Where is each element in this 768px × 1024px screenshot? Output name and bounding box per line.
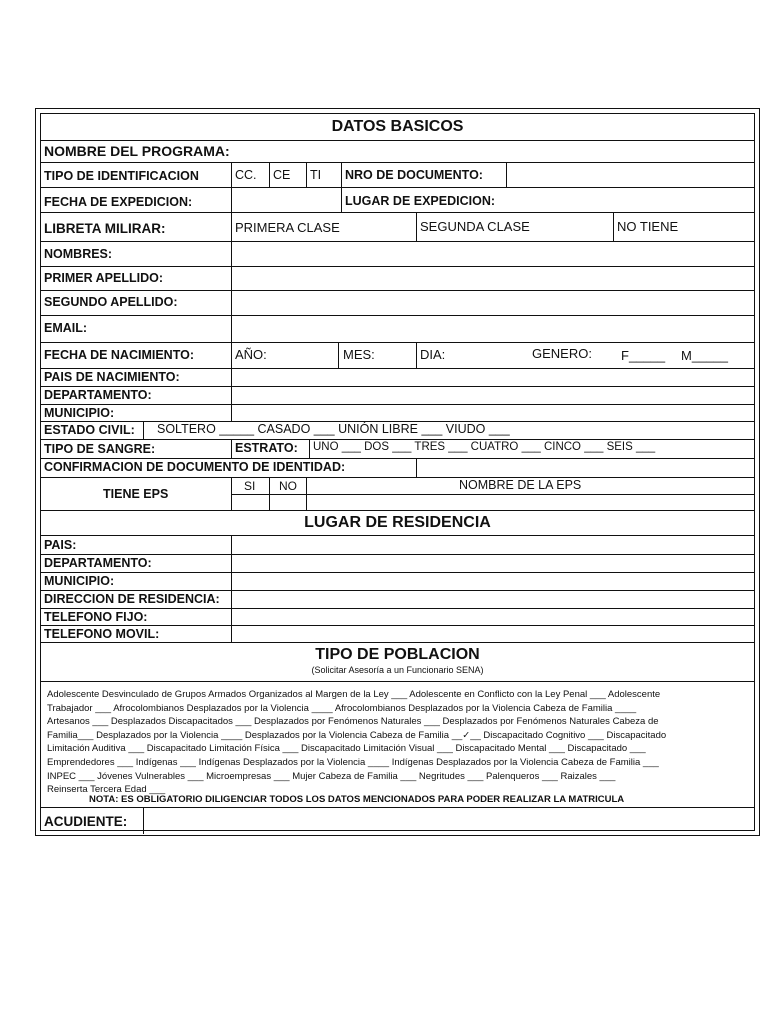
row-divider xyxy=(41,212,754,213)
col-divider xyxy=(231,535,232,642)
col-divider xyxy=(143,807,144,834)
telefono-movil-label: TELEFONO MOVIL: xyxy=(44,627,160,641)
acudiente-label: ACUDIENTE: xyxy=(44,814,128,829)
estrato-label: ESTRATO: xyxy=(235,441,298,455)
col-divider xyxy=(416,342,417,368)
nota-obligatorio: NOTA: ES OBLIGATORIO DILIGENCIAR TODOS LOS DATOS MENCIONADOS PARA PODER REALIZAR LA MATRICULA xyxy=(89,794,625,805)
datos-basicos-title: DATOS BASICOS xyxy=(331,118,464,135)
row-divider xyxy=(41,187,754,188)
eps-si-option: SI xyxy=(244,479,256,493)
nombre-eps-label: NOMBRE DE LA EPS xyxy=(459,478,582,492)
row-divider xyxy=(41,315,754,316)
estado-civil-label: ESTADO CIVIL: xyxy=(44,423,135,437)
telefono-fijo-label: TELEFONO FIJO: xyxy=(44,610,148,624)
poblacion-line: Familia___ Desplazados por la Violencia ____ Desplazados por la Violencia Cabeza de Familia __✓__ Discapacitado Cognitivo ___ Discapacitado xyxy=(47,729,667,741)
ce-option: CE xyxy=(273,168,291,182)
row-divider xyxy=(41,266,754,267)
poblacion-line: Artesanos ___ Desplazados Discapacitados ___ Desplazados por Fenómenos Naturales ___ Desplazados por Fenómenos Naturales Cabeza de xyxy=(47,716,659,728)
row-divider xyxy=(41,162,754,163)
row-divider xyxy=(41,439,754,440)
genero-label: GENERO: xyxy=(532,346,592,361)
col-divider xyxy=(231,439,232,458)
fecha-expedicion-label: FECHA DE EXPEDICION: xyxy=(44,195,193,209)
col-divider xyxy=(416,458,417,477)
registration-form xyxy=(35,108,760,836)
col-divider xyxy=(506,162,507,187)
genero-m-option: M_____ xyxy=(681,348,728,363)
cc-option: CC. xyxy=(235,168,257,182)
col-divider xyxy=(416,212,417,241)
row-divider xyxy=(41,342,754,343)
row-divider xyxy=(41,510,754,511)
pais-label: PAIS: xyxy=(44,538,77,552)
poblacion-line: INPEC ___ Jóvenes Vulnerables ___ Microempresas ___ Mujer Cabeza de Familia ___ Negritudes ___ Palenqueros ___ Raizales ___ xyxy=(47,770,616,782)
tipo-identificacion-label: TIPO DE IDENTIFICACION xyxy=(44,169,199,183)
nro-documento-label: NRO DE DOCUMENTO: xyxy=(345,168,483,182)
poblacion-line: Adolescente Desvinculado de Grupos Armados Organizados al Margen de la Ley ___ Adolescente en Conflicto con la Ley Penal ___ Adolescente xyxy=(47,689,661,700)
col-divider xyxy=(341,162,342,212)
col-divider xyxy=(269,162,270,187)
col-divider xyxy=(143,421,144,439)
row-divider xyxy=(41,241,754,242)
col-divider xyxy=(613,212,614,241)
row-divider xyxy=(41,458,754,459)
col-divider xyxy=(231,342,232,421)
row-divider xyxy=(41,368,754,369)
row-divider xyxy=(41,681,754,682)
pais-nacimiento-label: PAIS DE NACIMIENTO: xyxy=(44,370,180,384)
row-divider xyxy=(41,625,754,626)
municipio-residencia-label: MUNICIPIO: xyxy=(44,574,115,588)
genero-f-option: F_____ xyxy=(621,348,666,363)
eps-no-option: NO xyxy=(279,479,297,493)
fecha-nacimiento-label: FECHA DE NACIMIENTO: xyxy=(44,348,194,362)
tiene-eps-label: TIENE EPS xyxy=(103,487,169,501)
row-divider xyxy=(41,590,754,591)
row-divider xyxy=(231,494,754,495)
direccion-residencia-label: DIRECCION DE RESIDENCIA: xyxy=(44,592,220,606)
col-divider xyxy=(231,241,232,342)
row-divider xyxy=(41,477,754,478)
no-tiene-option: NO TIENE xyxy=(617,219,679,234)
confirmacion-documento-label: CONFIRMACION DE DOCUMENTO DE IDENTIDAD: xyxy=(44,460,346,474)
row-divider xyxy=(41,535,754,536)
row-divider xyxy=(41,608,754,609)
tipo-poblacion-subtitle: (Solicitar Asesoría a un Funcionario SENA) xyxy=(311,665,484,675)
form-inner-frame xyxy=(40,113,755,831)
col-divider xyxy=(306,477,307,510)
lugar-residencia-title: LUGAR DE RESIDENCIA xyxy=(304,514,491,531)
nombre-programa-label: NOMBRE DEL PROGRAMA: xyxy=(44,143,230,159)
tipo-sangre-label: TIPO DE SANGRE: xyxy=(44,442,156,456)
email-label: EMAIL: xyxy=(44,321,88,335)
municipio-label: MUNICIPIO: xyxy=(44,406,115,420)
primer-apellido-label: PRIMER APELLIDO: xyxy=(44,271,163,285)
departamento-residencia-label: DEPARTAMENTO: xyxy=(44,556,152,570)
segunda-clase-option: SEGUNDA CLASE xyxy=(420,219,530,234)
poblacion-options-list xyxy=(47,688,732,797)
nombres-label: NOMBRES: xyxy=(44,247,113,261)
col-divider xyxy=(306,162,307,187)
row-divider xyxy=(41,404,754,405)
row-divider xyxy=(41,386,754,387)
libreta-militar-label: LIBRETA MILIRAR: xyxy=(44,221,166,236)
row-divider xyxy=(41,572,754,573)
dia-label: DIA: xyxy=(420,347,446,362)
col-divider xyxy=(231,477,232,510)
departamento-label: DEPARTAMENTO: xyxy=(44,388,152,402)
poblacion-line: Reinserta Tercera Edad ___ xyxy=(47,784,166,796)
col-divider xyxy=(309,439,310,458)
row-divider xyxy=(41,140,754,141)
col-divider xyxy=(269,477,270,510)
poblacion-line: Trabajador ___ Afrocolombianos Desplazados por la Violencia ____ Afrocolombianos Desplazados por la Violencia Cabeza de Familia ____ xyxy=(47,702,637,714)
col-divider xyxy=(231,162,232,212)
mes-label: MES: xyxy=(343,347,375,362)
row-divider xyxy=(41,554,754,555)
row-divider xyxy=(41,807,754,808)
row-divider xyxy=(41,642,754,643)
poblacion-line: Emprendedores ___ Indígenas ___ Indígenas Desplazados por la Violencia ____ Indígenas Desplazados por la Violencia Cabeza de Familia ___ xyxy=(47,756,659,768)
tipo-poblacion-title: TIPO DE POBLACION xyxy=(315,646,480,663)
col-divider xyxy=(338,342,339,368)
ti-option: TI xyxy=(310,168,322,182)
segundo-apellido-label: SEGUNDO APELLIDO: xyxy=(44,295,178,309)
row-divider xyxy=(41,290,754,291)
estado-civil-options: SOLTERO _____ CASADO ___ UNIÓN LIBRE ___ VIUDO ___ xyxy=(157,422,510,436)
poblacion-line: Limitación Auditiva ___ Discapacitado Limitación Física ___ Discapacitado Limitación Visual ___ Discapacitado Mental ___ Discapacitado ___ xyxy=(47,743,646,755)
anio-label: AÑO: xyxy=(235,347,267,362)
estrato-options: UNO ___ DOS ___ TRES ___ CUATRO ___ CINCO ___ SEIS ___ xyxy=(313,441,656,453)
lugar-expedicion-label: LUGAR DE EXPEDICION: xyxy=(345,194,496,208)
col-divider xyxy=(231,212,232,241)
primera-clase-option: PRIMERA CLASE xyxy=(235,220,340,235)
